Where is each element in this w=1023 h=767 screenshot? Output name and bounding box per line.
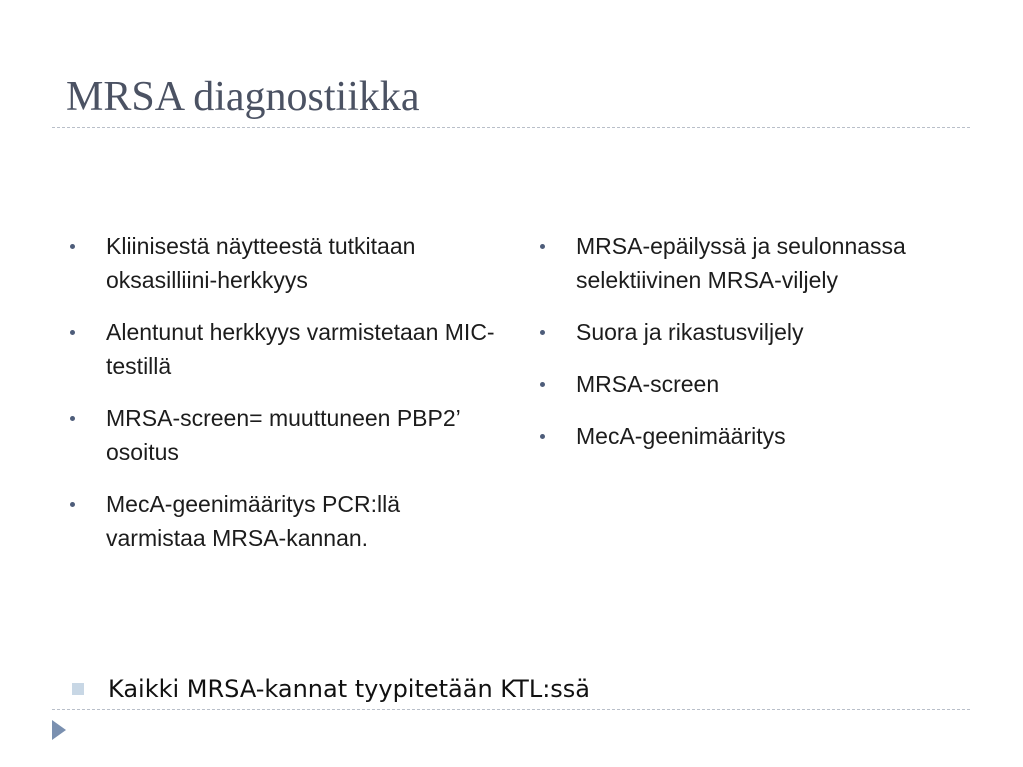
bottom-note — [72, 671, 590, 707]
dot-bullet-icon — [540, 434, 545, 439]
slide-title: MRSA diagnostiikka — [66, 74, 420, 120]
left-bullet-3 — [66, 401, 506, 469]
right-bullet-2 — [536, 315, 956, 349]
right-bullet-list — [536, 229, 956, 471]
right-bullet-1-text: MRSA-epäilyssä ja seulonnassa selektiivinen MRSA-viljely — [576, 233, 906, 293]
left-bullet-2 — [66, 315, 506, 383]
left-bullet-2-text: Alentunut herkkyys varmistetaan MIC-testillä — [106, 319, 495, 379]
left-bullet-4 — [66, 487, 506, 555]
triangle-right-icon[interactable] — [52, 720, 66, 740]
dot-bullet-icon — [70, 502, 75, 507]
right-bullet-4 — [536, 419, 956, 453]
right-bullet-4-text: MecA-geenimääritys — [576, 423, 786, 449]
title-divider — [52, 127, 970, 128]
dot-bullet-icon — [540, 330, 545, 335]
right-bullet-3 — [536, 367, 956, 401]
square-bullet-icon — [72, 683, 84, 695]
dot-bullet-icon — [540, 244, 545, 249]
left-bullet-1 — [66, 229, 506, 297]
left-bullet-list — [66, 229, 506, 573]
dot-bullet-icon — [70, 330, 75, 335]
dot-bullet-icon — [70, 244, 75, 249]
right-bullet-2-text: Suora ja rikastusviljely — [576, 319, 804, 345]
left-bullet-1-text: Kliinisestä näytteestä tutkitaan oksasilliini-herkkyys — [106, 233, 416, 293]
left-bullet-4-text: MecA-geenimääritys PCR:llä varmistaa MRSA-kannan. — [106, 491, 400, 551]
right-bullet-3-text: MRSA-screen — [576, 371, 720, 397]
dot-bullet-icon — [540, 382, 545, 387]
left-bullet-3-text: MRSA-screen= muuttuneen PBP2’ osoitus — [106, 405, 460, 465]
dot-bullet-icon — [70, 416, 75, 421]
right-bullet-1 — [536, 229, 956, 297]
bottom-note-text: Kaikki MRSA-kannat tyypitetään KTL:ssä — [108, 675, 591, 703]
footer-divider — [52, 709, 970, 710]
